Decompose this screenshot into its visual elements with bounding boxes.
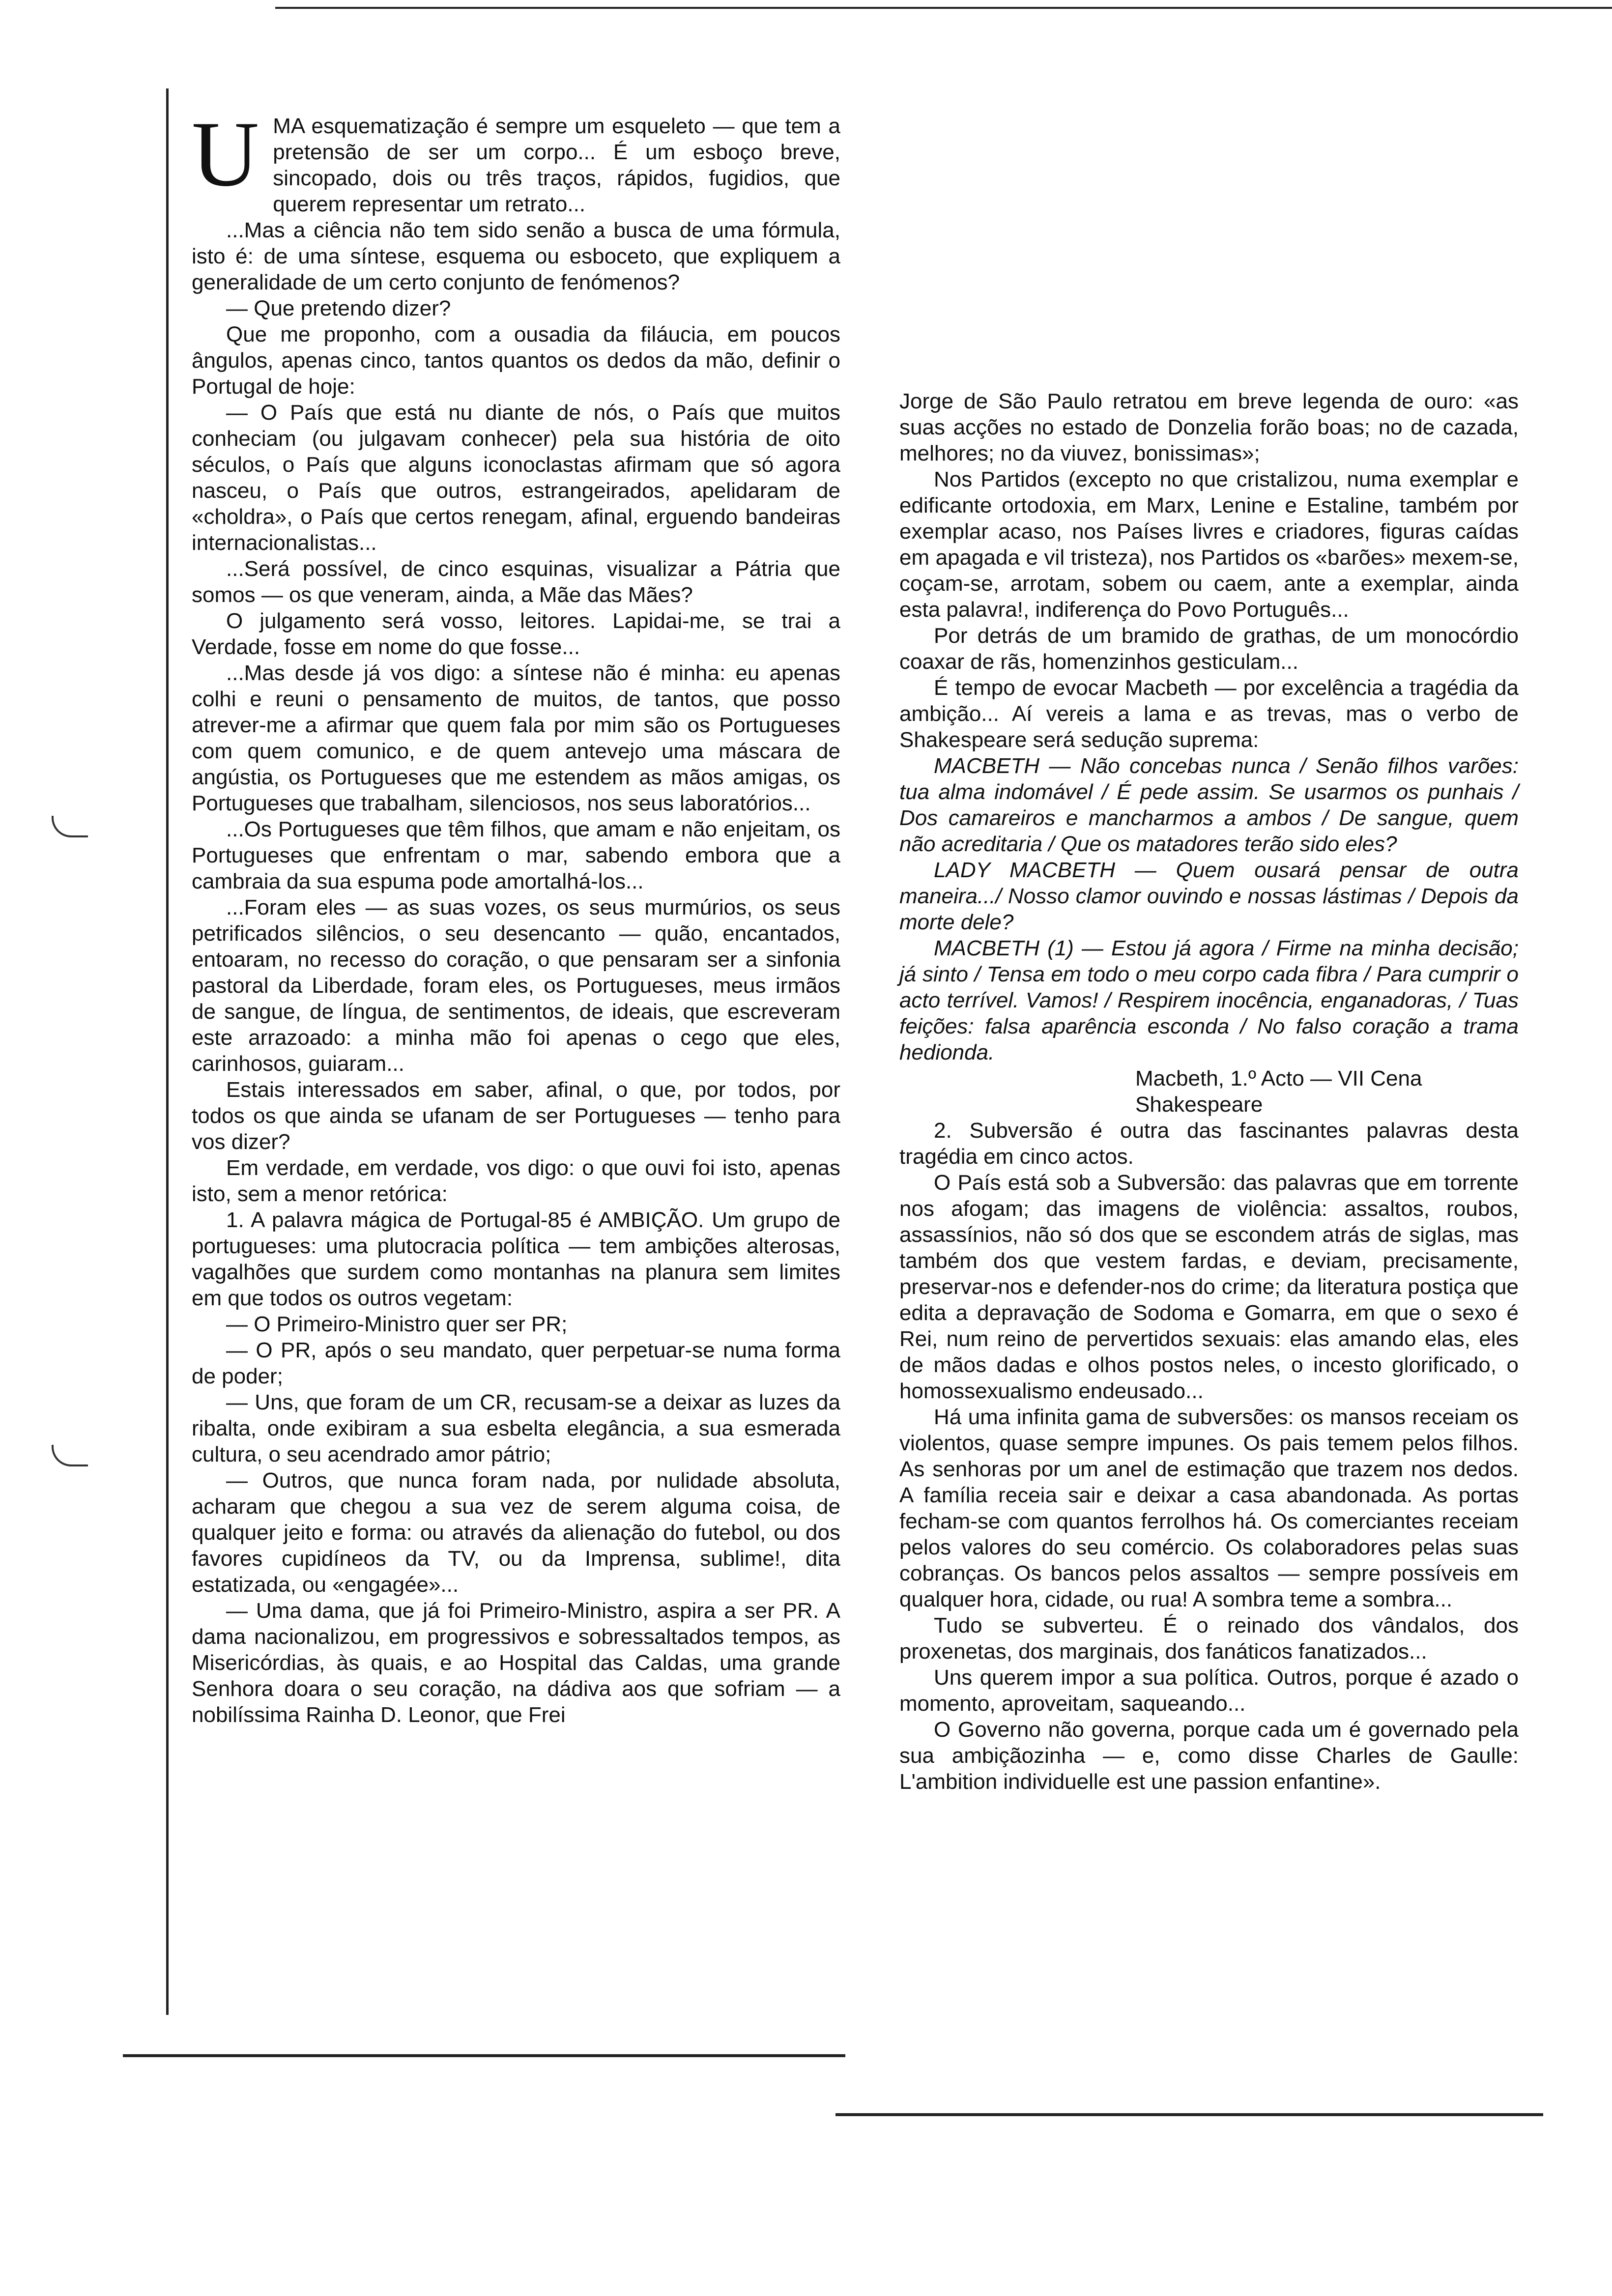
- opening-paragraph: [192, 103, 840, 217]
- paragraph: O julgamento será vosso, leitores. Lapidai-me, se trai a Verdade, fosse em nome do que fosse...: [192, 609, 840, 659]
- left-column: [192, 103, 840, 1728]
- paragraph: Tudo se subverteu. É o reinado dos vândalos, dos proxenetas, dos marginais, dos fanáticos fanatizados...: [899, 1613, 1519, 1664]
- paragraph: — Outros, que nunca foram nada, por nulidade absoluta, acharam que chegou a sua vez de serem alguma coisa, de qualquer jeito e forma: ou através da alienação do futebol, ou dos favores cupidíneos da TV, ou da Imprensa, sublime!, dita estatizada, ou «engagée»...: [192, 1468, 840, 1597]
- drop-cap: U: [192, 103, 259, 206]
- paragraph: — O Primeiro-Ministro quer ser PR;: [226, 1312, 568, 1336]
- bottom-rule-right: [835, 2113, 1543, 2116]
- paragraph: ...Os Portugueses que têm filhos, que amam e não enjeitam, os Portugueses que enfrentam o mar, sabendo embora que a cambraia da sua espuma pode amortalhá-los...: [192, 817, 840, 893]
- paragraph: Por detrás de um bramido de grathas, de um monocórdio coaxar de rãs, homenzinhos gesticulam...: [899, 624, 1519, 674]
- paragraph: É tempo de evocar Macbeth — por excelência a tragédia da ambição... Aí vereis a lama e as trevas, mas o verbo de Shakespeare será sedução suprema:: [899, 676, 1519, 752]
- left-margin-rule: [166, 88, 169, 2015]
- paragraph: 1. A palavra mágica de Portugal-85 é AMBIÇÃO. Um grupo de portugueses: uma plutocracia política — tem ambições alterosas, vagalhões que surdem como montanhas na planura sem limites em que todos os outros vegetam:: [192, 1208, 840, 1310]
- punch-hole-mark-upper: [52, 816, 88, 837]
- top-rule-left: [275, 7, 840, 9]
- paragraph: — O País que está nu diante de nós, o País que muitos conheciam (ou julgavam conhecer) pela sua história de oito séculos, o País que alguns iconoclastas afirmam que só agora nasceu, o País que outros, estrangeirados, apelidaram de «choldra», o País que certos renegam, afinal, erguendo bandeiras internacionalistas...: [192, 401, 840, 555]
- paragraph: Estais interessados em saber, afinal, o que, por todos, por todos os que ainda se ufanam de ser Portugueses — tenho para vos dizer?: [192, 1078, 840, 1154]
- paragraph: O Governo não governa, porque cada um é governado pela sua ambiçãozinha — e, como disse Charles de Gaulle: L'ambition individuelle est une passion enfantine».: [899, 1718, 1519, 1794]
- paragraph: — Que pretendo dizer?: [226, 296, 451, 320]
- paragraph: — O PR, após o seu mandato, quer perpetuar-se numa forma de poder;: [192, 1338, 840, 1388]
- paragraph: — Uns, que foram de um CR, recusam-se a deixar as luzes da ribalta, onde exibiram a sua esbelta elegância, a sua esmerada cultura, o seu acendrado amor pátrio;: [192, 1390, 840, 1466]
- paragraph: 2. Subversão é outra das fascinantes palavras desta tragédia em cinco actos.: [899, 1119, 1519, 1169]
- quote-source: Macbeth, 1.º Acto — VII Cena: [1135, 1066, 1422, 1091]
- right-column: [899, 388, 1519, 1795]
- paragraph: ...Mas a ciência não tem sido senão a busca de uma fórmula, isto é: de uma síntese, esquema ou esboceto, que expliquem a generalidade de um certo conjunto de fenómenos?: [192, 218, 840, 294]
- bottom-rule-left: [123, 2054, 845, 2057]
- quote-paragraph: MACBETH (1) — Estou já agora / Firme na minha decisão; já sinto / Tensa em todo o meu corpo cada fibra / Para cumprir o acto terrível. Vamos! / Respirem inocência, enganadoras, / Tuas feições: falsa aparência esconda / No falso coração a trama hedionda.: [899, 936, 1519, 1064]
- paragraph: ...Será possível, de cinco esquinas, visualizar a Pátria que somos — os que veneram, ainda, a Mãe das Mães?: [192, 557, 840, 607]
- paragraph: Nos Partidos (excepto no que cristalizou, numa exemplar e edificante ortodoxia, em Marx, Lenine e Estaline, também por exemplar acaso, nos Países livres e criadores, figuras caídas em apagada e vil tristeza), nos Partidos os «barões» mexem-se, coçam-se, arrotam, sobem ou caem, ante a exemplar, ainda esta palavra!, indiferença do Povo Português...: [899, 467, 1519, 622]
- quote-paragraph: MACBETH — Não concebas nunca / Senão filhos varões: tua alma indomável / É pede assim. Se usarmos os punhais / Dos camareiros e mancharmos a ambos / De sangue, quem não acreditaria / Que os matadores terão sido eles?: [899, 754, 1519, 856]
- quote-author: Shakespeare: [1135, 1092, 1263, 1117]
- paragraph: Jorge de São Paulo retratou em breve legenda de ouro: «as suas acções no estado de Donzelia forão boas; no de cazada, melhores; no da viuvez, bonissimas»;: [899, 389, 1519, 465]
- paragraph: ...Foram eles — as suas vozes, os seus murmúrios, os seus petrificados silêncios, o seu desencanto — quão, encantados, entoaram, no recesso do coração, o que pensaram ser a sinfonia pastoral da Liberdade, foram eles, os Portugueses, meus irmãos de sangue, de língua, de sentimentos, de ideais, que escreveram este arrazoado: a minha mão foi apenas o cego que eles, carinhosos, guiaram...: [192, 895, 840, 1076]
- paragraph: Que me proponho, com a ousadia da filáucia, em poucos ângulos, apenas cinco, tantos quantos os dedos da mão, definir o Portugal de hoje:: [192, 322, 840, 399]
- paragraph: — Uma dama, que já foi Primeiro-Ministro, aspira a ser PR. A dama nacionalizou, em progressivos e sobressaltados tempos, as Misericórdias, às quais, e ao Hospital das Caldas, uma grande Senhora doara o seu coração, na dádiva aos que sofriam — a nobilíssima Rainha D. Leonor, que Frei: [192, 1599, 840, 1727]
- paragraph: ...Mas desde já vos digo: a síntese não é minha: eu apenas colhi e reuni o pensamento de muitos, de tantos, que posso atrever-me a afirmar que quem fala por mim são os Portugueses com quem comunico, e de quem antevejo uma máscara de angústia, os Portugueses que me estendem as mãos amigas, os Portugueses que trabalham, silenciosos, nos seus laboratórios...: [192, 661, 840, 815]
- paragraph: O País está sob a Subversão: das palavras que em torrente nos afogam; das imagens de violência: assaltos, roubos, assassínios, não só dos que se escondem atrás de siglas, mas também dos que vestem fardas, e deviam, precisamente, preservar-nos e defender-nos do crime; da literatura postiça que edita a depravação de Sodoma e Gomarra, em que o sexo é Rei, num reino de pervertidos sexuais: elas amando elas, eles de mãos dadas e olhos postos neles, o incesto glorificado, o homossexualismo endeusado...: [899, 1171, 1519, 1403]
- top-rule-right: [835, 7, 1612, 9]
- paragraph-text: MA esquematização é sempre um esqueleto — que tem a pretensão de ser um corpo... É um esboço breve, sincopado, dois ou três traços, rápidos, fugidios, que querem representar um retrato...: [273, 114, 840, 216]
- quote-paragraph: LADY MACBETH — Quem ousará pensar de outra maneira.../ Nosso clamor ouvindo e nossas lástimas / Depois da morte dele?: [899, 858, 1519, 934]
- paragraph: Uns querem impor a sua política. Outros, porque é azado o momento, aproveitam, saqueando...: [899, 1665, 1519, 1716]
- paragraph: Há uma infinita gama de subversões: os mansos receiam os violentos, quase sempre impunes. Os pais temem pelos filhos. As senhoras por um anel de estimação que trazem nos dedos. A família receia sair e deixar a casa abandonada. As portas fecham-se com quantos ferrolhos há. Os comerciantes receiam pelos valores do seu comércio. Os colaboradores pelas suas cobranças. Os bancos pelos assaltos — sempre possíveis em qualquer hora, cidade, ou rua! A sombra teme a sombra...: [899, 1405, 1519, 1611]
- paragraph: Em verdade, em verdade, vos digo: o que ouvi foi isto, apenas isto, sem a menor retórica:: [192, 1156, 840, 1206]
- punch-hole-mark-lower: [52, 1445, 88, 1466]
